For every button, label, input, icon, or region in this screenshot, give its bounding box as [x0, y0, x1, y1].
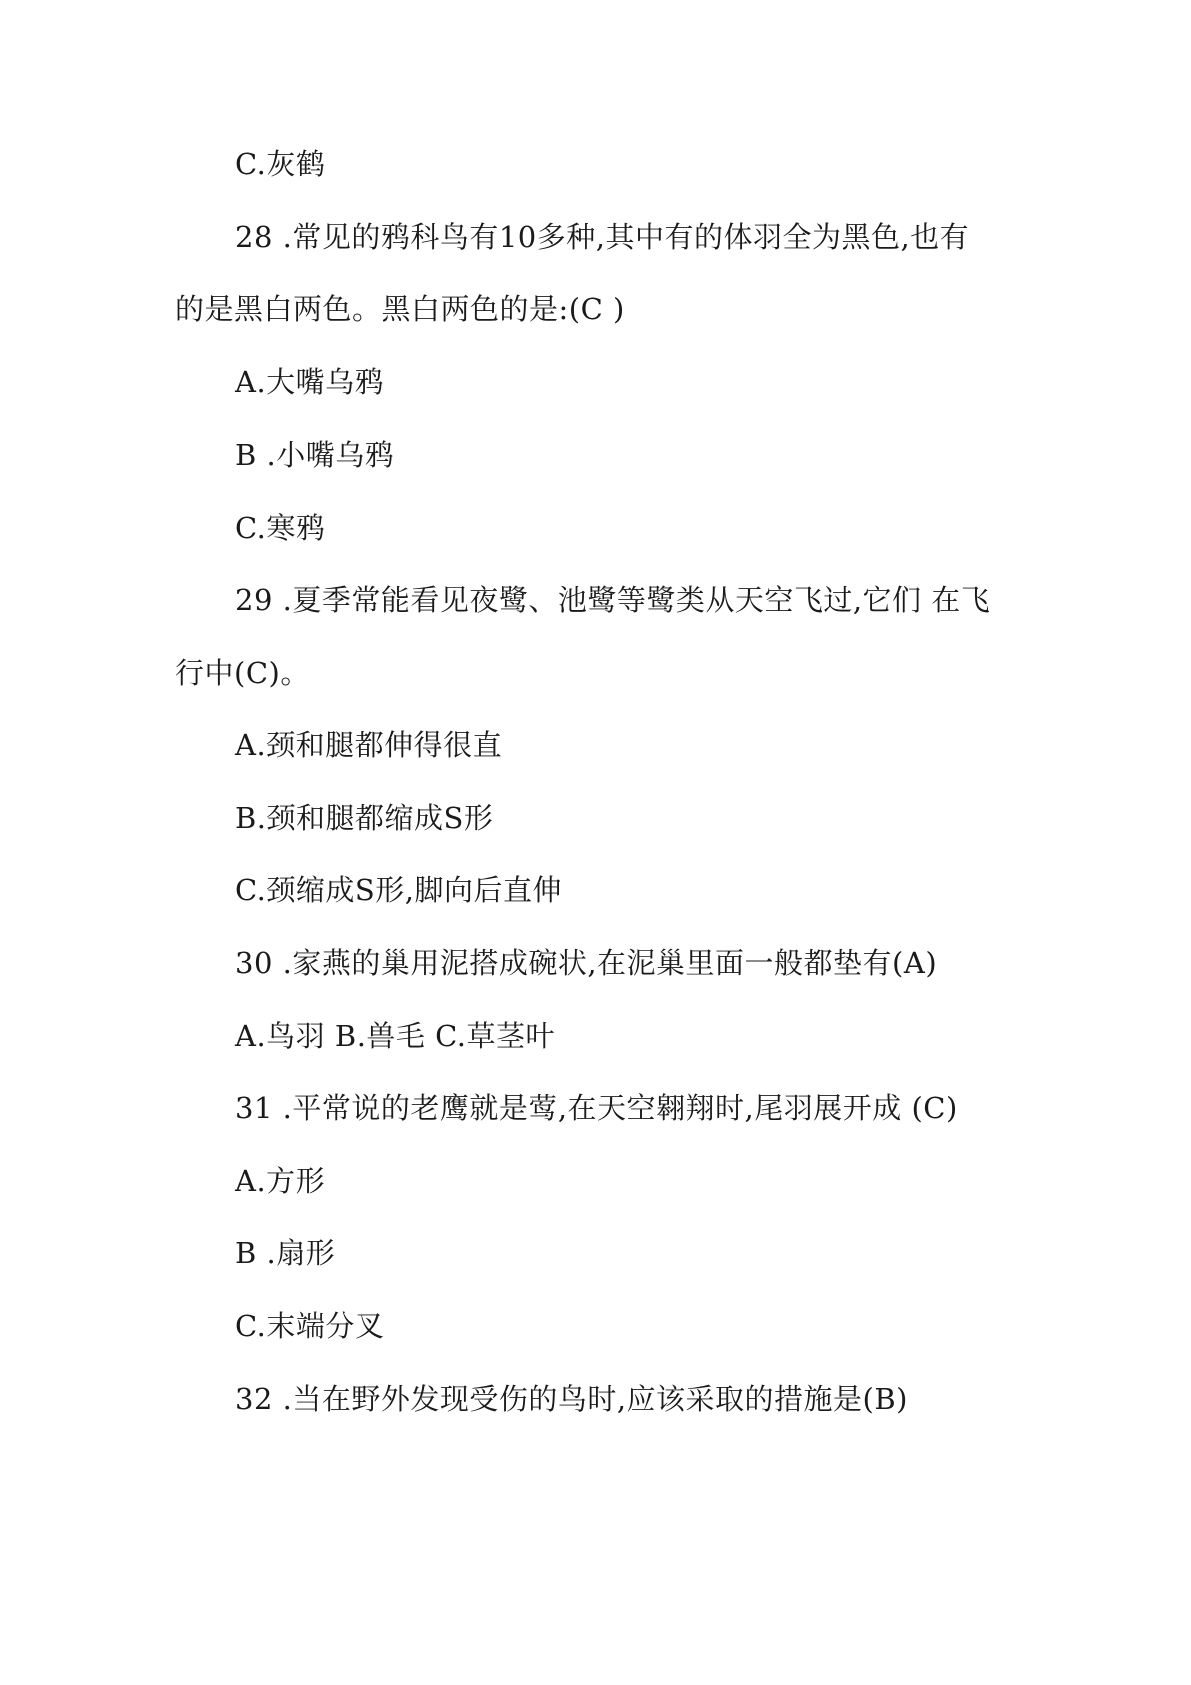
- question-28-line-2: 的是黑白两色。黑白两色的是:(C ): [175, 292, 625, 326]
- option-c-q29: C.颈缩成S形,脚向后直伸: [235, 873, 562, 907]
- option-b-q29: B.颈和腿都缩成S形: [235, 801, 494, 835]
- question-31: 31 .平常说的老鹰就是莺,在天空翱翔时,尾羽展开成 (C): [235, 1091, 958, 1125]
- option-a-q29: A.颈和腿都伸得很直: [235, 728, 503, 762]
- question-29-line-2: 行中(C)。: [175, 656, 310, 690]
- question-29-line-1: 29 .夏季常能看见夜鹭、池鹭等鹭类从天空飞过,它们 在飞: [235, 583, 991, 617]
- option-b-q31: B .扇形: [235, 1236, 336, 1270]
- question-28-line-1: 28 .常见的鸦科鸟有10多种,其中有的体羽全为黑色,也有: [235, 220, 970, 254]
- option-c-q31: C.末端分叉: [235, 1309, 385, 1343]
- option-c-q28: C.寒鸦: [235, 511, 326, 545]
- option-a-q28: A.大嘴乌鸦: [235, 365, 385, 399]
- option-a-q31: A.方形: [235, 1164, 326, 1198]
- question-32: 32 .当在野外发现受伤的鸟时,应该采取的措施是(B): [235, 1382, 908, 1416]
- option-b-q28: B .小嘴乌鸦: [235, 438, 395, 472]
- options-q30: A.鸟羽 B.兽毛 C.草茎叶: [235, 1019, 556, 1053]
- question-30: 30 .家燕的巢用泥搭成碗状,在泥巢里面一般都垫有(A): [235, 946, 938, 980]
- option-c-q27: C.灰鹤: [235, 147, 326, 181]
